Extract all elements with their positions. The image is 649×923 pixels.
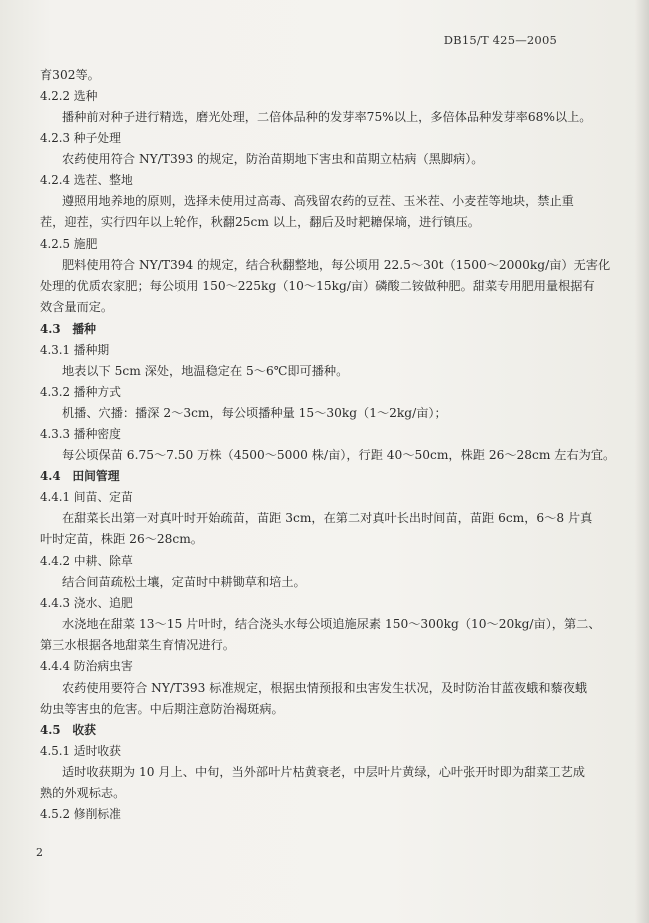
section-heading-l20: 4.4 田间管理 — [40, 469, 120, 483]
text-line-l01: 育302等。 — [40, 68, 100, 82]
text-line-l08: 茬，迎茬，实行四年以上轮作，秋翻25cm 以上，翻后及时耙耱保墒，进行镇压。 — [40, 215, 480, 229]
section-heading-l18: 4.3.3 播种密度 — [40, 427, 121, 441]
text-line-l05: 农药使用符合 NY/T393 的规定，防治苗期地下害虫和苗期立枯病（黑脚病）。 — [62, 152, 484, 166]
text-line-l15: 地表以下 5cm 深处，地温稳定在 5～6℃即可播种。 — [62, 364, 349, 378]
text-line-l22: 在甜菜长出第一对真叶时开始疏苗，苗距 3cm，在第二对真叶长出时间苗，苗距 6cm，6～8 片真 — [62, 511, 593, 525]
section-heading-l04: 4.2.3 种子处理 — [40, 131, 121, 145]
section-heading-l36: 4.5.2 修削标准 — [40, 807, 121, 821]
section-heading-l13: 4.3 播种 — [40, 322, 96, 336]
text-line-l28: 第三水根据各地甜菜生育情况进行。 — [40, 638, 235, 652]
text-line-l10: 肥料使用符合 NY/T394 的规定，结合秋翻整地，每公顷用 22.5～30t（1500～2000kg/亩）无害化 — [62, 258, 611, 272]
page-edge-shadow — [635, 0, 649, 923]
section-heading-l21: 4.4.1 间苗、定苗 — [40, 490, 133, 504]
section-heading-l32: 4.5 收获 — [40, 723, 96, 737]
text-line-l11: 处理的优质农家肥；每公顷用 150～225kg（10～15kg/亩）磷酸二铵做种肥。甜菜专用肥用量根据有 — [40, 279, 595, 293]
section-heading-l09: 4.2.5 施肥 — [40, 237, 98, 251]
section-heading-l14: 4.3.1 播种期 — [40, 343, 110, 357]
text-line-l19: 每公顷保苗 6.75～7.50 万株（4500～5000 株/亩），行距 40～50cm，株距 26～28cm 左右为宜。 — [62, 448, 616, 462]
text-line-l07: 遵照用地养地的原则，选择未使用过高毒、高残留农药的豆茬、玉米茬、小麦茬等地块，禁止重 — [62, 194, 574, 208]
text-line-l17: 机播、穴播：播深 2～3cm，每公顷播种量 15～30kg（1～2kg/亩）； — [62, 406, 447, 420]
document-id-header: DB15/T 425—2005 — [443, 33, 557, 47]
page-number: 2 — [36, 846, 43, 859]
text-line-l12: 效含量而定。 — [40, 300, 114, 314]
section-heading-l29: 4.4.4 防治病虫害 — [40, 659, 133, 673]
text-line-l27: 水浇地在甜菜 13～15 片叶时，结合浇头水每公顷追施尿素 150～300kg（10～20kg/亩），第二、 — [62, 617, 601, 631]
text-line-l34: 适时收获期为 10 月上、中旬，当外部叶片枯黄衰老，中层叶片黄绿，心叶张开时即为甜菜工艺成 — [62, 765, 585, 779]
text-line-l03: 播种前对种子进行精选，磨光处理，二倍体品种的发芽率75%以上，多倍体品种发芽率68%以上。 — [62, 110, 592, 124]
section-heading-l16: 4.3.2 播种方式 — [40, 385, 121, 399]
text-line-l35: 熟的外观标志。 — [40, 786, 126, 800]
text-line-l31: 幼虫等害虫的危害。中后期注意防治褐斑病。 — [40, 702, 284, 716]
section-heading-l24: 4.4.2 中耕、除草 — [40, 554, 133, 568]
section-heading-l02: 4.2.2 选种 — [40, 89, 98, 103]
text-line-l23: 叶时定苗，株距 26～28cm。 — [40, 532, 203, 546]
text-line-l30: 农药使用要符合 NY/T393 标准规定，根据虫情预报和虫害发生状况，及时防治甘蓝夜蛾和藜夜蛾 — [62, 681, 588, 695]
section-heading-l26: 4.4.3 浇水、追肥 — [40, 596, 133, 610]
section-heading-l33: 4.5.1 适时收获 — [40, 744, 121, 758]
section-heading-l06: 4.2.4 选茬、整地 — [40, 173, 133, 187]
text-line-l25: 结合间苗疏松土壤，定苗时中耕锄草和培土。 — [62, 575, 306, 589]
